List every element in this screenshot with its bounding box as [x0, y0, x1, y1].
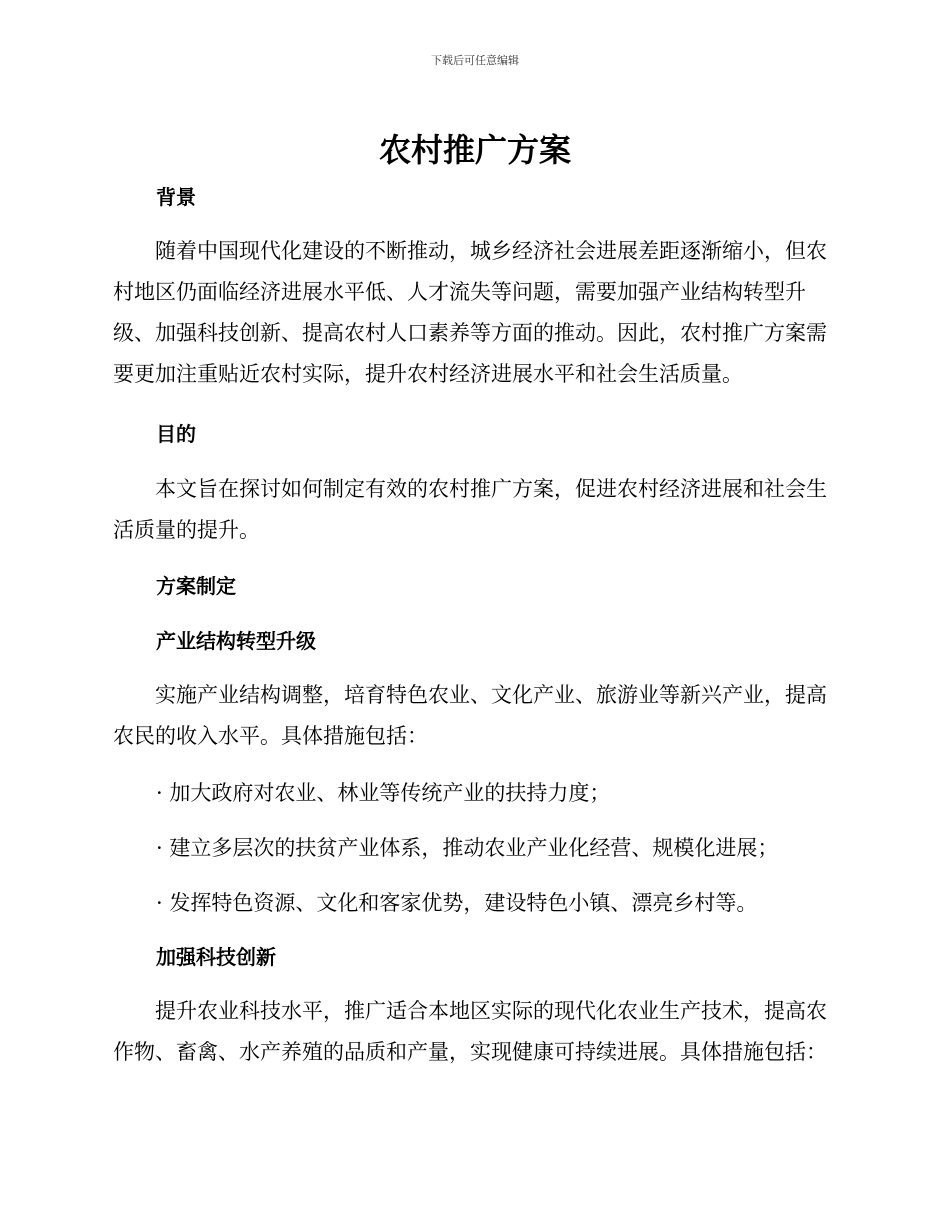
heading-industry: 产业结构转型升级 [156, 629, 316, 653]
bullet-item: · 建立多层次的扶贫产业体系，推动农业产业化经营、规模化进展； [156, 836, 779, 860]
paragraph-industry: 实施产业结构调整，培育特色农业、文化产业、旅游业等新兴产业，提高农民的收入水平。具体措施包括： [113, 683, 827, 748]
heading-background: 背景 [156, 185, 196, 209]
heading-plan: 方案制定 [156, 574, 236, 598]
bullet-item: · 发挥特色资源、文化和客家优势，建设特色小镇、漂亮乡村等。 [156, 891, 758, 915]
paragraph-background: 随着中国现代化建设的不断推动，城乡经济社会进展差距逐渐缩小，但农村地区仍面临经济进展水平低、人才流失等问题，需要加强产业结构转型升级、加强科技创新、提高农村人口素养等方面的推动。因此，农村推广方案需要更加注重贴近农村实际，提升农村经济进展水平和社会生活质量。 [113, 239, 827, 386]
heading-tech: 加强科技创新 [156, 945, 276, 969]
page-header-note: 下载后可任意编辑 [431, 54, 519, 67]
paragraph-tech: 提升农业科技水平，推广适合本地区实际的现代化农业生产技术，提高农作物、畜禽、水产养殖的品质和产量，实现健康可持续进展。具体措施包括： [113, 999, 827, 1064]
bullet-item: · 加大政府对农业、林业等传统产业的扶持力度； [156, 781, 611, 805]
heading-purpose: 目的 [156, 422, 196, 446]
document-title: 农村推广方案 [378, 131, 571, 169]
paragraph-purpose: 本文旨在探讨如何制定有效的农村推广方案，促进农村经济进展和社会生活质量的提升。 [113, 477, 827, 542]
